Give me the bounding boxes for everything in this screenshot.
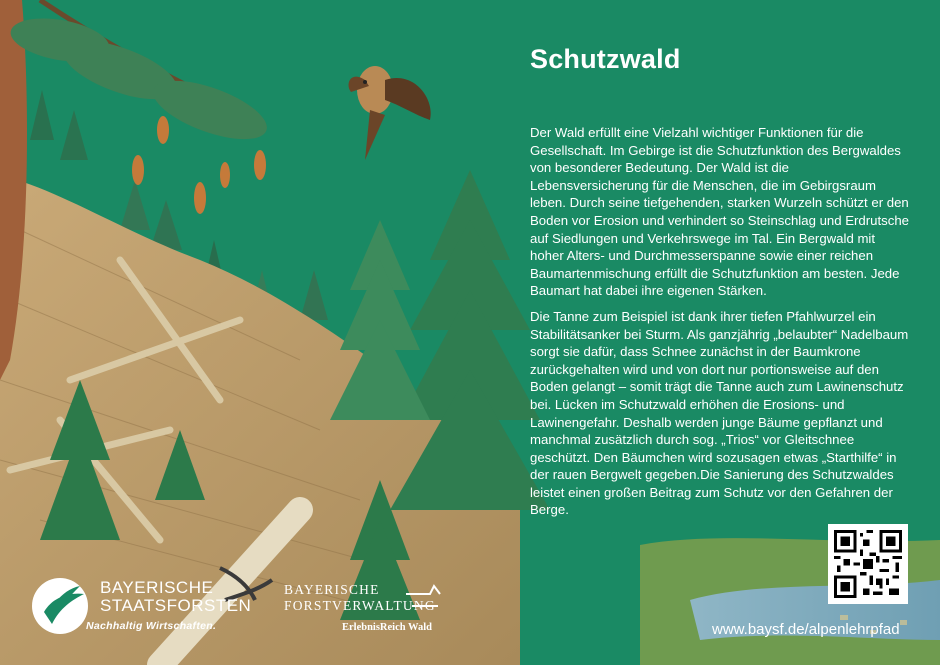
- bird-illustration: [349, 66, 431, 160]
- baysf-logo-line1: BAYERISCHE: [100, 578, 214, 597]
- baysf-logo: [30, 572, 250, 640]
- qr-code[interactable]: [828, 524, 908, 604]
- paragraph-1: Der Wald erfüllt eine Vielzahl wichtiger Funktionen für die Gesellschaft. Im Gebirge ist die Schutzfunktion des Bergwaldes von besonderer Bedeutung. Der Wald ist die Lebensversicherung für die Menschen, die im Gebirgsraum leben. Durch seine tiefgehenden, starken Wurzeln schützt er den Boden vor Erosion und verhindert so Steinschlag und Erdrutsche auf Siedlungen und Verkehrswege im Tal. Ein Bergwald mit hoher Alters- und Durchmesserspanne sowie einer reichen Baumartenmischung erfüllt die Schutzfunktion am besten. Jede Baumart hat dabei ihre eigenen Stärken.: [530, 125, 909, 299]
- baysf-logo-line2: STAATSFORSTEN: [100, 596, 252, 615]
- forst-logo-line3: ErlebnisReich Wald: [342, 622, 432, 633]
- baysf-logo-icon: [30, 572, 94, 636]
- forst-logo-line2: FORSTVERWALTUNG: [284, 598, 436, 613]
- forst-logo-line1: BAYERISCHE: [284, 582, 380, 597]
- page-title: Schutzwald: [530, 44, 681, 74]
- website-url[interactable]: www.baysf.de/alpenlehrpfad: [712, 621, 900, 638]
- body-text: [530, 124, 910, 527]
- spruce-tree-2: [330, 220, 430, 420]
- paragraph-2: Die Tanne zum Beispiel ist dank ihrer tiefen Pfahlwurzel ein Stabilitätsanker bei Sturm. Als ganzjährig „belaubter“ Nadelbaum sorgt sie dafür, dass Schnee zunächst in der Baumkrone zurückgehalten wird und von dort nur portionsweise auf den Boden gelangt – somit trägt die Tanne auch zum Lawinenschutz bei. Lücken im Schutzwald erhöhen die Erosions- und Lawinengefahr. Deshalb werden junge Bäume gepflanzt und manchmal zusätzlich durch sog. „Trios“ vor Gleitschnee geschützt. Den Bäumchen wird sozusagen etwas „Starthilfe“ in der rauen Bergwelt gegeben.Die Sanierung des Schutzwaldes leistet einen großen Beitrag zum Schutz vor den Gefahren der Berge.: [530, 308, 909, 518]
- qr-code-icon: [834, 530, 902, 598]
- baysf-tagline: Nachhaltig Wirtschaften.: [86, 620, 217, 632]
- forstverwaltung-logo: [284, 576, 454, 642]
